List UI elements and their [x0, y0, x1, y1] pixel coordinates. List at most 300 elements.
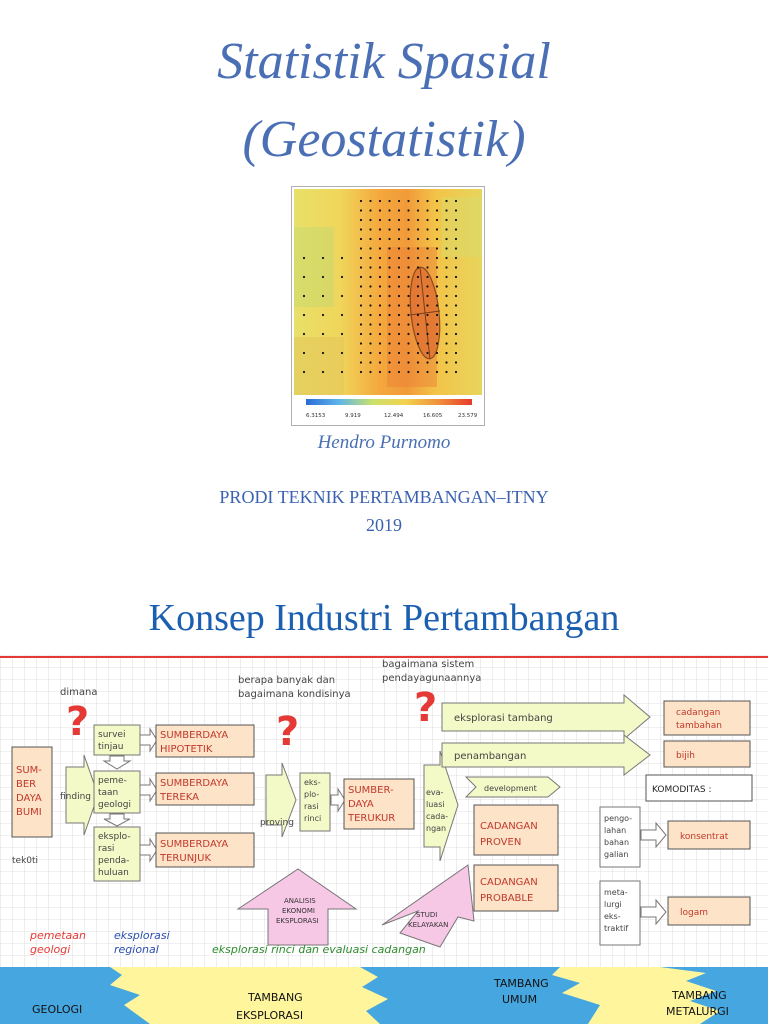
sample-point-dot: [417, 295, 419, 297]
sample-point-dot: [417, 323, 419, 325]
sumber-daya-bumi-box: [12, 747, 52, 837]
sample-point-dot: [445, 200, 447, 202]
sample-point-dot: [398, 323, 400, 325]
sdb-line: BER: [16, 779, 37, 790]
sample-point-dot: [407, 238, 409, 240]
sample-point-dot: [341, 276, 343, 278]
sample-point-dot: [426, 276, 428, 278]
komoditas-label: KOMODITAS :: [652, 785, 712, 795]
sample-point-dot: [360, 257, 362, 259]
finding-label: finding: [60, 792, 92, 802]
band-label: UMUM: [502, 993, 538, 1006]
sample-point-dot: [445, 304, 447, 306]
resource-text: PROBABLE: [480, 893, 534, 904]
sample-point-dot: [303, 333, 305, 335]
sample-point-dot: [407, 285, 409, 287]
sample-point-dot: [436, 314, 438, 316]
sample-point-dot: [369, 333, 371, 335]
sample-point-dot: [388, 342, 390, 344]
sample-point-dot: [398, 342, 400, 344]
sample-point-dot: [407, 228, 409, 230]
sample-point-dot: [322, 352, 324, 354]
sample-point-dot: [426, 361, 428, 363]
output-text: tambahan: [676, 721, 722, 731]
sample-point-dot: [379, 209, 381, 211]
sample-point-dot: [360, 238, 362, 240]
resource-text: TERUNJUK: [160, 853, 212, 864]
sample-point-dot: [455, 285, 457, 287]
step-text: luasi: [426, 800, 445, 809]
sample-point-dot: [341, 333, 343, 335]
sample-point-dot: [360, 266, 362, 268]
sample-point-dot: [426, 323, 428, 325]
sdb-line: BUMI: [16, 807, 42, 818]
tekoti-label: tek0ti: [12, 856, 39, 866]
proving-label: proving: [260, 818, 294, 828]
step-text: huluan: [98, 868, 129, 878]
sample-point-dot: [369, 323, 371, 325]
sample-point-dot: [322, 314, 324, 316]
sample-point-dot: [379, 266, 381, 268]
step-text: peme-: [98, 776, 127, 786]
sample-point-dot: [360, 200, 362, 202]
sample-point-dot: [445, 333, 447, 335]
sample-point-dot: [407, 257, 409, 259]
sample-point-dot: [407, 352, 409, 354]
sample-point-dot: [369, 361, 371, 363]
studi-text: STUDI: [416, 911, 438, 919]
sample-point-dot: [407, 333, 409, 335]
sample-point-dot: [426, 257, 428, 259]
slide-title-line2: (Geostatistik): [242, 111, 526, 168]
bottom-label: pemetaan: [30, 929, 86, 942]
sample-point-dot: [455, 219, 457, 221]
sample-point-dot: [445, 285, 447, 287]
sample-point-dot: [455, 247, 457, 249]
sample-point-dot: [407, 342, 409, 344]
sample-point-dot: [407, 247, 409, 249]
step-text: lahan: [604, 826, 627, 835]
question-mark-icon: ?: [276, 709, 300, 755]
sample-point-dot: [455, 304, 457, 306]
eksplorasi-tambang-label: eksplorasi tambang: [454, 713, 553, 724]
sample-point-dot: [369, 257, 371, 259]
sample-point-dot: [379, 219, 381, 221]
bijih-label: bijih: [676, 751, 695, 761]
step-text: lurgi: [604, 900, 622, 909]
sample-point-dot: [369, 342, 371, 344]
sample-point-dot: [445, 219, 447, 221]
sample-point-dot: [398, 314, 400, 316]
band-label: EKSPLORASI: [236, 1009, 304, 1022]
sample-point-dot: [417, 361, 419, 363]
sample-point-dot: [379, 323, 381, 325]
sample-point-dot: [398, 276, 400, 278]
sample-point-dot: [417, 200, 419, 202]
sample-point-dot: [388, 228, 390, 230]
band-label: TAMBANG: [494, 977, 549, 990]
sample-point-dot: [417, 257, 419, 259]
sample-point-dot: [426, 247, 428, 249]
sample-point-dot: [445, 209, 447, 211]
question-mark-icon: ?: [66, 699, 90, 745]
sample-point-dot: [379, 342, 381, 344]
sample-point-dot: [303, 352, 305, 354]
sample-point-dot: [436, 323, 438, 325]
sample-point-dot: [417, 371, 419, 373]
sample-point-dot: [322, 276, 324, 278]
sample-point-dot: [445, 352, 447, 354]
sample-point-dot: [445, 323, 447, 325]
sample-point-dot: [455, 352, 457, 354]
sample-point-dot: [341, 257, 343, 259]
sample-point-dot: [455, 323, 457, 325]
sample-point-dot: [417, 219, 419, 221]
sample-point-dot: [388, 285, 390, 287]
step-text: eva-: [426, 788, 444, 797]
sample-point-dot: [445, 257, 447, 259]
sample-point-dot: [445, 266, 447, 268]
bottom-label: eksplorasi rinci dan evaluasi cadangan: [212, 943, 426, 956]
sample-point-dot: [436, 219, 438, 221]
sample-point-dot: [407, 304, 409, 306]
resource-text: TEREKA: [160, 792, 199, 803]
sample-point-dot: [417, 304, 419, 306]
sample-point-dot: [360, 304, 362, 306]
sample-point-dot: [360, 247, 362, 249]
sample-point-dot: [426, 238, 428, 240]
colorbar-tick: 16.605: [423, 413, 443, 419]
step-text: tinjau: [98, 742, 124, 752]
sample-point-dot: [417, 333, 419, 335]
sample-point-dot: [417, 266, 419, 268]
sample-point-dot: [398, 228, 400, 230]
sample-point-dot: [303, 371, 305, 373]
sample-point-dot: [369, 209, 371, 211]
sample-point-dot: [426, 200, 428, 202]
sample-point-dot: [426, 352, 428, 354]
sample-point-dot: [407, 361, 409, 363]
resource-text: CADANGAN: [480, 877, 538, 888]
studi-text: KELAYAKAN: [408, 921, 449, 929]
sample-point-dot: [388, 371, 390, 373]
sample-point-dot: [436, 342, 438, 344]
step-text: survei: [98, 730, 126, 740]
sample-point-dot: [426, 304, 428, 306]
sample-point-dot: [426, 266, 428, 268]
sample-point-dot: [426, 209, 428, 211]
sample-point-dot: [455, 295, 457, 297]
sample-point-dot: [436, 238, 438, 240]
sample-point-dot: [445, 342, 447, 344]
sample-point-dot: [398, 371, 400, 373]
sample-point-dot: [303, 257, 305, 259]
kriging-map: [292, 187, 484, 425]
sample-point-dot: [398, 200, 400, 202]
sample-point-dot: [388, 352, 390, 354]
sample-point-dot: [417, 314, 419, 316]
sample-point-dot: [407, 314, 409, 316]
sample-point-dot: [455, 361, 457, 363]
resource-text: SUMBERDAYA: [160, 778, 229, 789]
sample-point-dot: [398, 304, 400, 306]
sample-point-dot: [369, 200, 371, 202]
step-text: penda-: [98, 856, 130, 866]
resource-text: PROVEN: [480, 837, 522, 848]
sample-point-dot: [436, 333, 438, 335]
sample-point-dot: [436, 276, 438, 278]
sample-point-dot: [388, 295, 390, 297]
sample-point-dot: [445, 295, 447, 297]
step-text: eks-: [604, 912, 621, 921]
sample-point-dot: [388, 219, 390, 221]
sample-point-dot: [455, 333, 457, 335]
sample-point-dot: [398, 361, 400, 363]
sample-point-dot: [445, 228, 447, 230]
sample-point-dot: [398, 266, 400, 268]
step-text: traktif: [604, 924, 629, 933]
sample-point-dot: [341, 314, 343, 316]
sample-point-dot: [426, 333, 428, 335]
sample-point-dot: [455, 238, 457, 240]
sample-point-dot: [322, 295, 324, 297]
slide-title-line1: Statistik Spasial: [217, 33, 551, 90]
sample-point-dot: [341, 352, 343, 354]
sample-point-dot: [388, 266, 390, 268]
sample-point-dot: [436, 304, 438, 306]
sample-point-dot: [303, 314, 305, 316]
sample-point-dot: [426, 295, 428, 297]
colorbar-tick: 23.579: [458, 413, 478, 419]
sample-point-dot: [445, 238, 447, 240]
sample-point-dot: [322, 333, 324, 335]
sample-point-dot: [445, 247, 447, 249]
question-bagaimana-2: pendayagunaannya: [382, 673, 482, 684]
sample-point-dot: [407, 295, 409, 297]
output-text: cadangan: [676, 708, 721, 718]
sample-point-dot: [379, 257, 381, 259]
sample-point-dot: [379, 200, 381, 202]
sample-point-dot: [417, 352, 419, 354]
question-dimana: dimana: [60, 687, 98, 698]
sample-point-dot: [455, 342, 457, 344]
sample-point-dot: [369, 276, 371, 278]
sample-point-dot: [360, 209, 362, 211]
sample-point-dot: [360, 342, 362, 344]
sample-point-dot: [379, 333, 381, 335]
resource-text: SUMBER-: [348, 785, 394, 796]
sample-point-dot: [398, 333, 400, 335]
sample-point-dot: [417, 228, 419, 230]
sample-point-dot: [303, 276, 305, 278]
step-text: taan: [98, 788, 119, 798]
sdb-line: DAYA: [16, 793, 42, 804]
band-label: TAMBANG: [672, 989, 727, 1002]
sample-point-dot: [379, 276, 381, 278]
sample-point-dot: [388, 323, 390, 325]
sample-point-dot: [398, 295, 400, 297]
sample-point-dot: [379, 304, 381, 306]
sample-point-dot: [407, 209, 409, 211]
question-bagaimana-1: bagaimana sistem: [382, 659, 475, 670]
sample-point-dot: [436, 361, 438, 363]
sample-point-dot: [455, 266, 457, 268]
sample-point-dot: [379, 352, 381, 354]
konsentrat-label: konsentrat: [680, 832, 729, 842]
sample-point-dot: [398, 352, 400, 354]
sample-point-dot: [379, 314, 381, 316]
sample-point-dot: [398, 238, 400, 240]
resource-text: SUMBERDAYA: [160, 730, 229, 741]
sample-point-dot: [388, 333, 390, 335]
resource-text: CADANGAN: [480, 821, 538, 832]
sample-point-dot: [369, 304, 371, 306]
question-berapa-2: bagaimana kondisinya: [238, 689, 351, 700]
question-mark-icon: ?: [414, 685, 438, 731]
institution: PRODI TEKNIK PERTAMBANGAN–ITNY: [219, 487, 549, 507]
sample-point-dot: [388, 257, 390, 259]
analisis-text: ANALISIS: [284, 897, 316, 905]
sample-point-dot: [436, 228, 438, 230]
sample-point-dot: [360, 219, 362, 221]
sample-point-dot: [360, 228, 362, 230]
step-text: pengo-: [604, 814, 633, 823]
sample-point-dot: [388, 209, 390, 211]
sample-point-dot: [369, 285, 371, 287]
sample-point-dot: [417, 209, 419, 211]
step-text: rinci: [304, 814, 322, 823]
sample-point-dot: [388, 276, 390, 278]
sample-point-dot: [436, 285, 438, 287]
sample-point-dot: [445, 371, 447, 373]
sample-point-dot: [322, 371, 324, 373]
sample-point-dot: [369, 314, 371, 316]
sample-point-dot: [436, 295, 438, 297]
author-name: Hendro Purnomo: [317, 432, 451, 453]
resource-text: HIPOTETIK: [160, 744, 213, 755]
sample-point-dot: [369, 295, 371, 297]
slide2-title: Konsep Industri Pertambangan: [148, 597, 620, 639]
sample-point-dot: [398, 285, 400, 287]
step-text: galian: [604, 850, 629, 859]
sample-point-dot: [369, 238, 371, 240]
sample-point-dot: [360, 371, 362, 373]
sample-point-dot: [426, 314, 428, 316]
sample-point-dot: [407, 276, 409, 278]
sample-point-dot: [360, 314, 362, 316]
step-text: meta-: [604, 888, 628, 897]
sample-point-dot: [369, 371, 371, 373]
sample-point-dot: [341, 295, 343, 297]
sample-point-dot: [445, 314, 447, 316]
bottom-label: geologi: [30, 943, 71, 956]
sample-point-dot: [445, 276, 447, 278]
sample-point-dot: [398, 209, 400, 211]
sample-point-dot: [369, 247, 371, 249]
step-text: bahan: [604, 838, 630, 847]
sample-point-dot: [360, 276, 362, 278]
sample-point-dot: [407, 266, 409, 268]
resource-text: SUMBERDAYA: [160, 839, 229, 850]
sample-point-dot: [303, 295, 305, 297]
resource-text: TERUKUR: [348, 813, 396, 824]
colorbar-tick: 6.3153: [306, 413, 326, 419]
step-text: cada-: [426, 812, 449, 821]
sample-point-dot: [388, 314, 390, 316]
sample-point-dot: [436, 200, 438, 202]
sample-point-dot: [426, 342, 428, 344]
sample-point-dot: [379, 228, 381, 230]
sample-point-dot: [436, 266, 438, 268]
band-label: METALURGI: [666, 1005, 729, 1018]
band-label: GEOLOGI: [32, 1003, 83, 1016]
analisis-text: EKONOMI: [282, 907, 315, 915]
sample-point-dot: [360, 333, 362, 335]
sample-point-dot: [455, 371, 457, 373]
sample-point-dot: [369, 219, 371, 221]
bottom-label: eksplorasi: [114, 929, 170, 942]
sample-point-dot: [379, 247, 381, 249]
resource-text: DAYA: [348, 799, 374, 810]
geostatistic-map-image: [291, 186, 485, 426]
sample-point-dot: [388, 238, 390, 240]
sample-point-dot: [455, 257, 457, 259]
colorbar-tick: 12.494: [384, 413, 404, 419]
step-text: eks-: [304, 778, 321, 787]
step-text: rasi: [98, 844, 115, 854]
sample-point-dot: [360, 285, 362, 287]
sample-point-dot: [398, 247, 400, 249]
sample-point-dot: [379, 295, 381, 297]
sample-point-dot: [388, 304, 390, 306]
sample-point-dot: [426, 285, 428, 287]
sample-point-dot: [379, 371, 381, 373]
sample-point-dot: [398, 257, 400, 259]
logam-label: logam: [680, 908, 709, 918]
sample-point-dot: [426, 228, 428, 230]
sample-point-dot: [341, 371, 343, 373]
step-text: rasi: [304, 802, 319, 811]
sample-point-dot: [360, 352, 362, 354]
step-text: eksplo-: [98, 832, 131, 842]
sample-point-dot: [369, 352, 371, 354]
mining-industry-diagram: [0, 655, 768, 1024]
sample-point-dot: [436, 371, 438, 373]
sample-point-dot: [379, 285, 381, 287]
sample-point-dot: [455, 209, 457, 211]
sample-point-dot: [322, 257, 324, 259]
sample-point-dot: [426, 219, 428, 221]
sample-point-dot: [417, 247, 419, 249]
sdb-line: SUM-: [16, 765, 42, 776]
sample-point-dot: [369, 266, 371, 268]
band-label: TAMBANG: [248, 991, 303, 1004]
sample-point-dot: [379, 238, 381, 240]
question-berapa-1: berapa banyak dan: [238, 675, 336, 686]
analisis-text: EKSPLORASI: [276, 917, 319, 925]
sample-point-dot: [407, 200, 409, 202]
bottom-label: regional: [114, 943, 159, 956]
step-text: geologi: [98, 800, 131, 810]
sample-point-dot: [417, 276, 419, 278]
sample-point-dot: [426, 371, 428, 373]
sample-point-dot: [369, 228, 371, 230]
sample-point-dot: [388, 361, 390, 363]
sample-point-dot: [417, 342, 419, 344]
sample-point-dot: [388, 247, 390, 249]
step-text: plo-: [304, 790, 320, 799]
sample-point-dot: [379, 361, 381, 363]
